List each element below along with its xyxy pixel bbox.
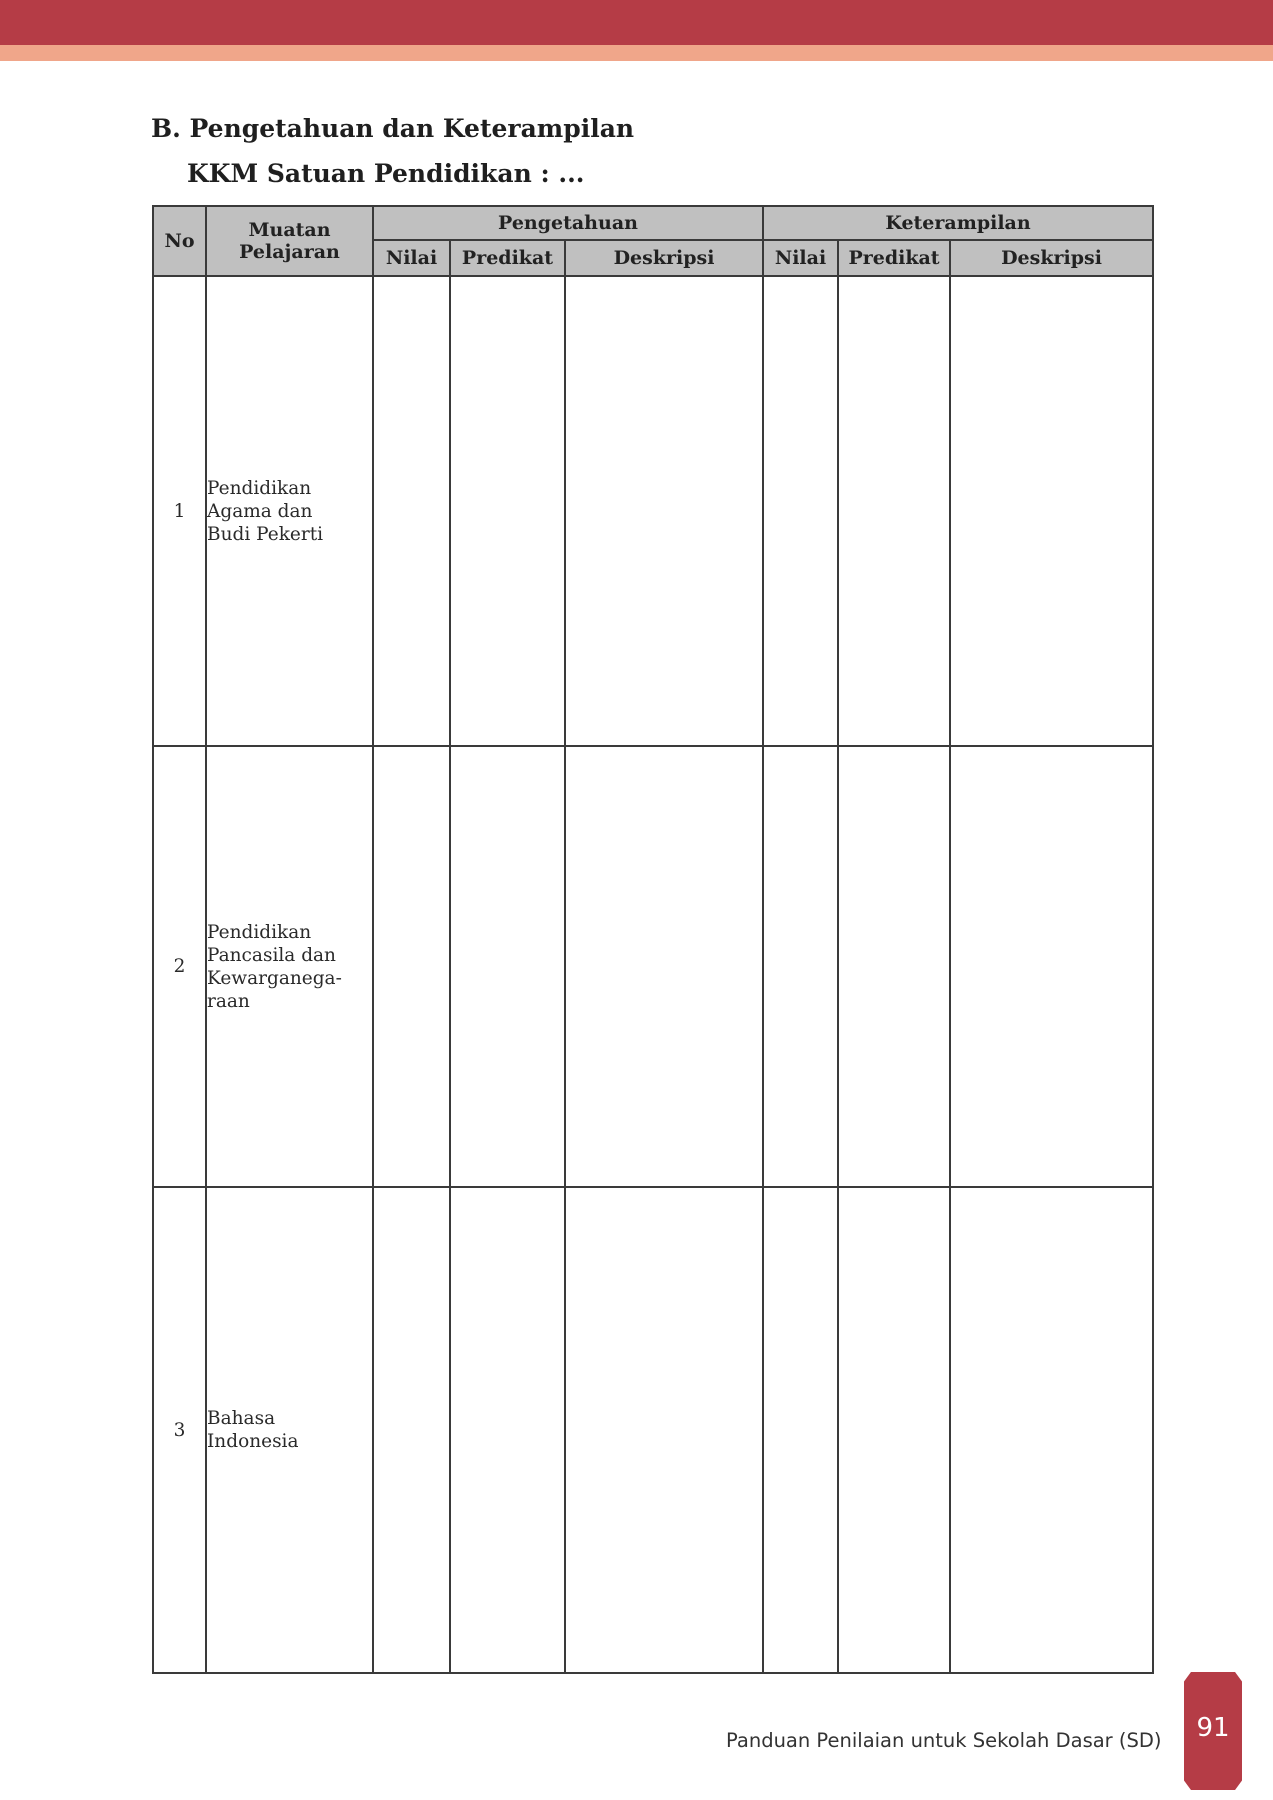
- subject-line: Pancasila dan: [207, 944, 336, 966]
- keterampilan-predikat-cell[interactable]: [838, 746, 950, 1187]
- page-number: 91: [1196, 1713, 1230, 1743]
- subject-cell: [206, 1187, 373, 1673]
- row-number: 1: [153, 276, 206, 746]
- pengetahuan-nilai-cell[interactable]: [373, 746, 450, 1187]
- table-row: [153, 276, 1153, 746]
- header-group-pengetahuan: Pengetahuan: [373, 206, 763, 240]
- keterampilan-nilai-cell[interactable]: [763, 1187, 838, 1673]
- subject-line: Agama dan: [207, 500, 313, 522]
- keterampilan-predikat-cell[interactable]: [838, 1187, 950, 1673]
- pengetahuan-predikat-cell[interactable]: [450, 1187, 565, 1673]
- pengetahuan-deskripsi-cell[interactable]: [565, 746, 763, 1187]
- subject-line: raan: [207, 990, 250, 1012]
- keterampilan-deskripsi-cell[interactable]: [950, 1187, 1153, 1673]
- footer-book-title: Panduan Penilaian untuk Sekolah Dasar (SD): [726, 1729, 1162, 1752]
- header-pengetahuan-predikat: Predikat: [450, 240, 565, 276]
- subject-line: Bahasa: [207, 1408, 276, 1429]
- header-row-groups: [153, 206, 1153, 240]
- header-keterampilan-predikat: Predikat: [838, 240, 950, 276]
- subject-cell: [206, 276, 373, 746]
- pengetahuan-deskripsi-cell[interactable]: [565, 1187, 763, 1673]
- header-no: No: [153, 206, 206, 276]
- keterampilan-nilai-cell[interactable]: [763, 276, 838, 746]
- header-keterampilan-nilai: Nilai: [763, 240, 838, 276]
- subject-cell: [206, 746, 373, 1187]
- section-title: B. Pengetahuan dan Keterampilan: [151, 114, 635, 143]
- subject-line: Budi Pekerti: [207, 523, 324, 545]
- subject-line: Pendidikan: [207, 477, 312, 499]
- header-pengetahuan-nilai: Nilai: [373, 240, 450, 276]
- row-number: 2: [153, 746, 206, 1187]
- keterampilan-deskripsi-cell[interactable]: [950, 276, 1153, 746]
- table-row: [153, 746, 1153, 1187]
- keterampilan-deskripsi-cell[interactable]: [950, 746, 1153, 1187]
- top-banner: [0, 0, 1273, 45]
- kkm-label: KKM Satuan Pendidikan : ...: [187, 159, 585, 188]
- table-row: [153, 1187, 1153, 1673]
- header-subject: Muatan Pelajaran: [206, 206, 373, 276]
- pengetahuan-nilai-cell[interactable]: [373, 1187, 450, 1673]
- subject-line: Kewarganega-: [207, 967, 342, 989]
- header-pengetahuan-deskripsi: Deskripsi: [565, 240, 763, 276]
- header-keterampilan-deskripsi: Deskripsi: [950, 240, 1153, 276]
- pengetahuan-nilai-cell[interactable]: [373, 276, 450, 746]
- top-accent-stripe: [0, 45, 1273, 61]
- subject-line: Indonesia: [207, 1431, 299, 1452]
- header-group-keterampilan: Keterampilan: [763, 206, 1153, 240]
- report-table: [152, 205, 1154, 1674]
- row-number: 3: [153, 1187, 206, 1673]
- subject-line: Pendidikan: [207, 921, 312, 943]
- keterampilan-nilai-cell[interactable]: [763, 746, 838, 1187]
- keterampilan-predikat-cell[interactable]: [838, 276, 950, 746]
- pengetahuan-deskripsi-cell[interactable]: [565, 276, 763, 746]
- pengetahuan-predikat-cell[interactable]: [450, 746, 565, 1187]
- pengetahuan-predikat-cell[interactable]: [450, 276, 565, 746]
